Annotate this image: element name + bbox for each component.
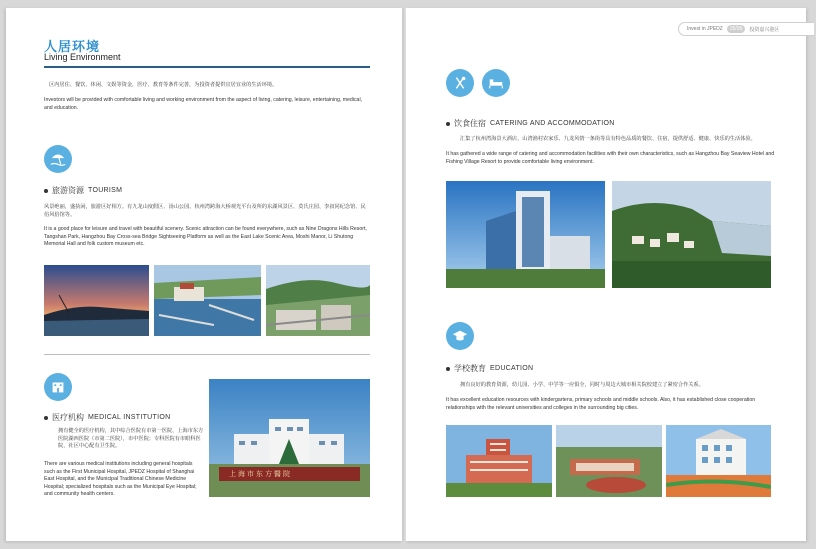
catering-heading bbox=[446, 118, 615, 129]
bullet-dot bbox=[446, 122, 450, 126]
tourism-photo-aerial-town bbox=[266, 265, 370, 336]
tourism-title-en: TOURISM bbox=[88, 187, 123, 194]
beach-umbrella-icon bbox=[44, 145, 72, 173]
education-photo-campus-aerial bbox=[556, 425, 662, 497]
tourism-title-cn: 旅游资源 bbox=[52, 186, 84, 195]
medical-text-en: There are various medical institutions including general hospitals such as the First Municipal Hospital, JPEDZ Hospital of Shanghai East Hospital, and the Municipal Traditional Chinese Medicine Hospital; specialized hospitals such as the Municipal Eye Hospital; and community health centers. bbox=[44, 461, 197, 497]
graduation-cap-icon bbox=[446, 322, 474, 350]
bullet-dot bbox=[44, 416, 48, 420]
tourism-text-en: It is a good place for leisure and travel with beautiful scenery. Scenic attraction can be found everywhere, such as Nine Dragons Hills Resort, Tangshan Park, Hangzhou Bay Cross-sea Bridge Sightseeing Platform as well as the East Lake Scenic Area, Moshi Manor, Li Shutong Memorial Hall and folk custom museum etc. bbox=[44, 226, 367, 247]
page-number: 25/26 bbox=[727, 25, 746, 33]
page-header-tab bbox=[678, 22, 814, 36]
tourism-heading bbox=[44, 185, 122, 196]
catering-photo-hotel bbox=[446, 181, 605, 288]
tourism-text-cn: 风景绝丽，盛执闲，旅游区好相方。有九龙山度假区、汤山公园、杭州湾跨海大桥观光平台及所的东湖风景区、莫氏庄园、李叔同纪念馆、民俗风俗馆等。 bbox=[44, 204, 366, 218]
page-title-cn: 人居环境 bbox=[44, 39, 101, 54]
medical-photo-hospital bbox=[209, 379, 370, 497]
education-text-en: It has excellent education resources with kindergartens, primary schools and middle schools. Also, it has established close cooperation relationships with the relevant universities and colleges in the surrounding big cities. bbox=[446, 397, 756, 411]
fork-knife-icon bbox=[446, 69, 474, 97]
education-text-cn: 拥有良好的教育资源，幼儿园、小学、中学等一应俱全，同时与周边大城市相关院校建立了紧密合作关系。 bbox=[460, 382, 704, 388]
education-photo-kindergarten bbox=[666, 425, 771, 497]
education-heading bbox=[446, 363, 533, 374]
bullet-dot bbox=[44, 189, 48, 193]
catering-title-cn: 饮食住宿 bbox=[454, 119, 486, 128]
hospital-building-icon bbox=[44, 373, 72, 401]
catering-title-en: CATERING AND ACCOMMODATION bbox=[490, 120, 615, 127]
education-title-en: EDUCATION bbox=[490, 365, 534, 372]
catering-text-en: It has gathered a wide range of catering and accommodation facilities with their own characteristics, such as Hangzhou Bay Seaview Hotel and Fishing Village Resort to provide comfortable living environment. bbox=[446, 151, 775, 165]
education-photo-school-tower bbox=[446, 425, 552, 497]
right-page bbox=[406, 8, 806, 541]
medical-heading bbox=[44, 412, 170, 423]
title-rule bbox=[44, 66, 370, 68]
medical-title-cn: 医疗机构 bbox=[52, 413, 84, 422]
header-cn: 投资嘉兴港区 bbox=[749, 26, 780, 33]
medical-title-en: MEDICAL INSTITUTION bbox=[88, 414, 171, 421]
tourism-photo-sunset-coast bbox=[44, 265, 149, 336]
hospital-sign-text: 上海市东方醫院 bbox=[229, 470, 292, 478]
bed-icon bbox=[482, 69, 510, 97]
catering-photo-fishing-village bbox=[612, 181, 771, 288]
bullet-dot bbox=[446, 367, 450, 371]
catering-text-cn: 汇集了杭州湾海景大酒店、山湾渔村农家乐、九龙风情一条街等具有特色品质的餐饮、住宿，提供舒适、健康、快乐的生活体验。 bbox=[460, 136, 756, 142]
education-title-cn: 学校教育 bbox=[454, 364, 486, 373]
left-page bbox=[6, 8, 402, 541]
page-title-en: Living Environment bbox=[44, 52, 121, 62]
tourism-photo-marina bbox=[154, 265, 261, 336]
header-en: Invest in JPEDZ bbox=[687, 26, 723, 32]
section-divider bbox=[44, 354, 370, 355]
intro-text-cn: 区内居住、餐饮、休闲、文娱等资金，医疗、教育等条件完善，为投资者提供宜居宜业的生活环境。 bbox=[49, 82, 278, 88]
medical-text-cn: 拥有健全的医疗机构，其中综合医院有市第一医院、上海市东方医院湖西医院（市第二医院），市中医院；专科医院有市眼科医院，社区中心配有卫生院。 bbox=[58, 428, 204, 449]
intro-text-en: Investors will be provided with comfortable living and working environment from the aspect of living, catering, leisure, entertaining, medical, and education. bbox=[44, 97, 363, 111]
